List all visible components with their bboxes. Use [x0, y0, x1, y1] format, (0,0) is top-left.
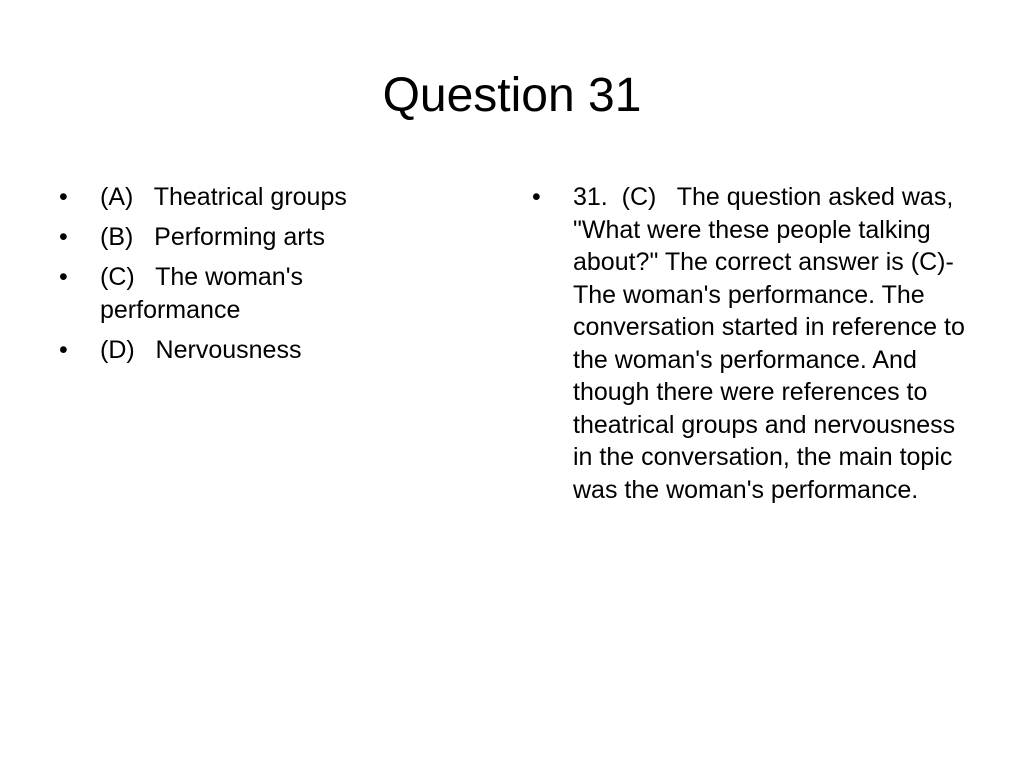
slide-title: Question 31 [382, 69, 642, 122]
option-item-a [59, 181, 479, 214]
option-text: (B) Performing arts [100, 223, 326, 251]
options-list [59, 181, 479, 374]
option-text: (D) Nervousness [100, 335, 302, 364]
option-text: (C) The woman's performance [100, 263, 310, 324]
bullet-icon: • [59, 183, 68, 211]
bullet-icon: • [59, 335, 68, 364]
option-item-c [59, 261, 479, 326]
bullet-icon: • [59, 263, 68, 291]
answer-explanation: 31. (C) The question asked was, "What were these people talking about?" The correct answer is (C)-The woman's performance. The conversation started in reference to the woman's performance. And though there were references to theatrical groups and nervousness in the conversation, the main topic was the woman's performance. [573, 183, 972, 504]
answer-item [532, 181, 972, 506]
option-text: (A) Theatrical groups [100, 183, 347, 211]
bullet-icon: • [532, 183, 541, 211]
option-item-b [59, 221, 479, 254]
option-item-d [59, 334, 479, 367]
bullet-icon: • [59, 223, 68, 251]
answer-list [532, 181, 972, 514]
